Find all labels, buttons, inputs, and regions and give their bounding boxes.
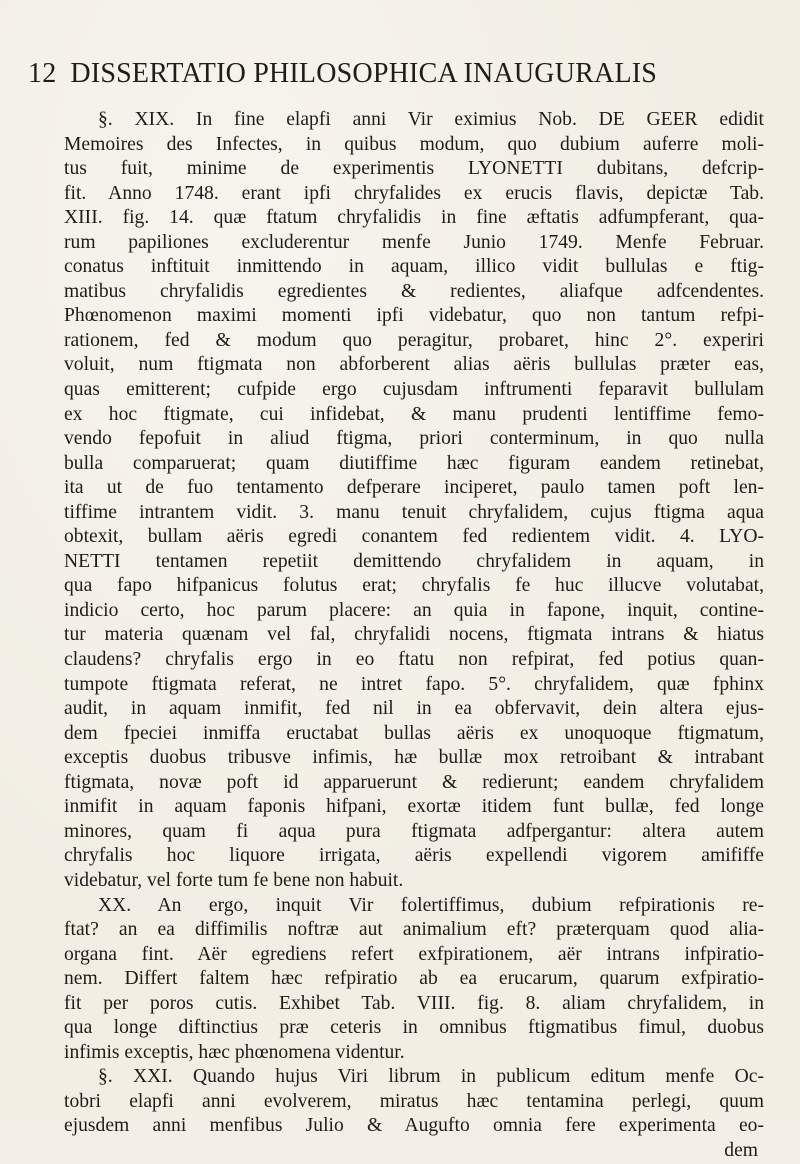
text-line: tus fuit, minime de experimentis LYONETTI dubitans, defcrip- <box>64 158 764 180</box>
text-line: audit, in aquam inmifit, fed nil in ea obfervavit, dein altera ejus- <box>64 698 764 720</box>
text-line: tiffime intrantem vidit. 3. manu tenuit chryfalidem, cujus ftigma aqua <box>64 501 764 523</box>
text-line: dem fpeciei inmiffa eructabat bullas aëris ex unoquoque ftigmatum, <box>64 722 764 744</box>
text-line: NETTI tentamen repetiit demittendo chryfalidem in aquam, in <box>64 550 764 572</box>
text-line: tobri elapfi anni evolverem, miratus hæc tentamina perlegi, quum <box>64 1090 764 1112</box>
text-line: XIII. fig. 14. quæ ftatum chryfalidis in fine æftatis adfumpferant, qua- <box>64 207 764 229</box>
text-line: nem. Differt faltem hæc refpiratio ab ea erucarum, quarum exfpiratio- <box>64 968 764 990</box>
text-line: ita ut de fuo tentamento defperare inciperet, paulo tamen poft len- <box>64 477 764 499</box>
text-line: tur materia quænam vel fal, chryfalidi nocens, ftigmata intrans & hiatus <box>64 624 764 646</box>
text-line: ex hoc ftigmate, cui infidebat, & manu prudenti lentiffime femo- <box>64 403 764 425</box>
text-line: vendo fepofuit in aliud ftigma, priori conterminum, in quo nulla <box>64 428 764 450</box>
text-line: minores, quam fi aqua pura ftigmata adfpergantur: altera autem <box>64 820 764 842</box>
text-line: voluit, num ftigmata non abforberent alias aëris bullulas præter eas, <box>64 354 764 376</box>
text-line: qua longe diftinctius præ ceteris in omnibus ftigmatibus fimul, duobus <box>64 1017 764 1039</box>
text-line: ftigmata, novæ poft id apparuerunt & redierunt; eandem chryfalidem <box>64 771 764 793</box>
text-line: claudens? chryfalis ergo in eo ftatu non refpirat, fed potius quan- <box>64 649 764 671</box>
text-line: §. XIX. In fine elapfi anni Vir eximius Nob. DE GEER edidit <box>98 109 764 130</box>
text-line: quas emitterent; cufpide ergo cujusdam inftrumenti feparavit bullulam <box>64 379 764 401</box>
page-number: 12 <box>28 58 57 89</box>
text-line: matibus chryfalidis egredientes & redientes, aliafque adfcendentes. <box>64 280 764 302</box>
running-head <box>28 58 780 90</box>
text-line: chryfalis hoc liquore irrigata, aëris expellendi vigorem amififfe <box>64 845 764 867</box>
text-line: XX. An ergo, inquit Vir folertiffimus, dubium refpirationis re- <box>98 894 764 916</box>
text-line: organa fint. Aër egrediens refert exfpirationem, aër intrans infpiratio- <box>64 943 764 965</box>
text-line: §. XXI. Quando hujus Viri librum in publicum editum menfe Oc- <box>98 1066 764 1088</box>
text-line: fit per poros cutis. Exhibet Tab. VIII. fig. 8. aliam chryfalidem, in <box>64 992 764 1014</box>
text-line: qua fapo hifpanicus folutus erat; chryfalis fe huc illucve volutabat, <box>64 575 764 597</box>
body-text <box>64 108 764 1164</box>
text-line: indicio certo, hoc parum placere: an quia in fapone, inquit, contine- <box>64 599 764 621</box>
text-line: obtexit, bullam aëris egredi conantem fed redientem vidit. 4. LYO- <box>64 526 764 548</box>
text-line: videbatur, vel forte tum fe bene non habuit. <box>64 869 404 891</box>
text-line: ejusdem anni menfibus Julio & Augufto omnia fere experimenta eo- <box>64 1115 764 1137</box>
text-line: fit. Anno 1748. erant ipfi chryfalides ex erucis flavis, depictæ Tab. <box>64 182 764 204</box>
text-line: tumpote ftigmata referat, ne intret fapo. 5°. chryfalidem, quæ fphinx <box>64 673 764 695</box>
text-line: Memoires des Infectes, in quibus modum, quo dubium auferre moli- <box>64 133 764 155</box>
text-line: inmifit in aquam faponis hifpani, exortæ itidem funt bullæ, fed longe <box>64 796 764 818</box>
text-line: bulla comparuerat; quam diutiffime hæc figuram eandem retinebat, <box>64 452 764 474</box>
running-title: DISSERTATIO PHILOSOPHICA INAUGURALIS <box>70 58 658 89</box>
text-line: ftat? an ea diffimilis noftræ aut animalium eft? præterquam quod alia- <box>64 919 764 941</box>
text-line: rationem, fed & modum quo peragitur, probaret, hinc 2°. experiri <box>64 329 764 351</box>
text-line: rum papiliones excluderentur menfe Junio 1749. Menfe Februar. <box>64 231 764 253</box>
text-line: infimis exceptis, hæc phœnomena videntur. <box>64 1041 405 1063</box>
catchword: dem <box>724 1139 758 1161</box>
text-line: exceptis duobus tribusve infimis, hæ bullæ mox retroibant & intrabant <box>64 747 764 769</box>
text-line: Phœnomenon maximi momenti ipfi videbatur, quo non tantum refpi- <box>64 305 764 327</box>
text-line: conatus inftituit inmittendo in aquam, illico vidit bullulas e ftig- <box>64 256 764 278</box>
